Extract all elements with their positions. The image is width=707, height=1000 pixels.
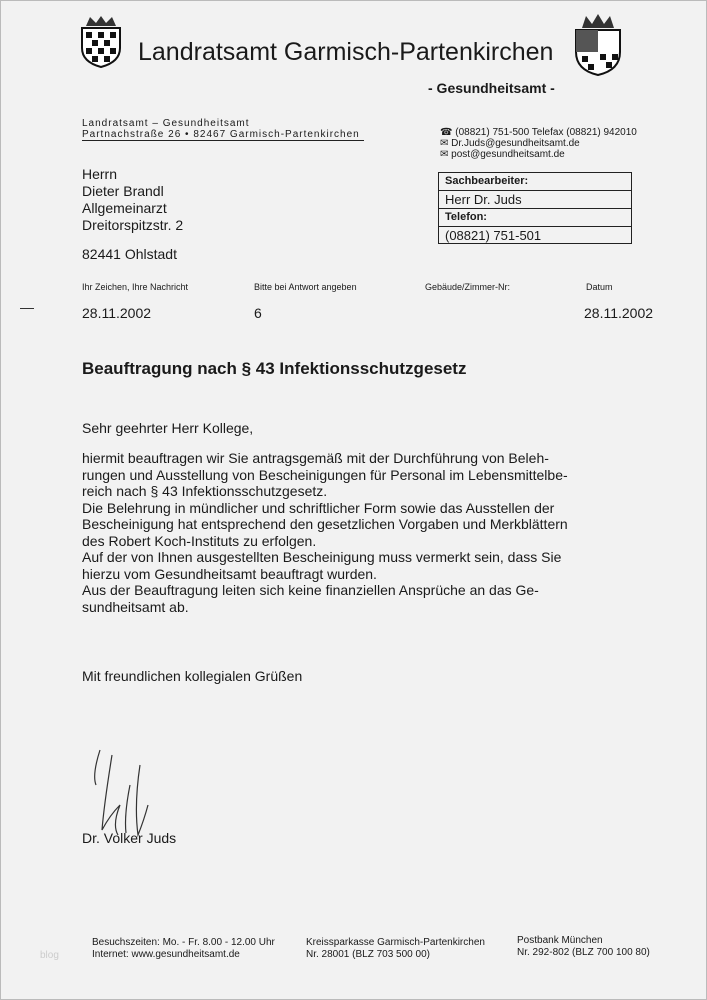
sender-line-2: Partnachstraße 26 • 82467 Garmisch-Partenkirchen	[82, 129, 364, 141]
clerk-box	[438, 172, 632, 244]
footer-bank-2	[517, 935, 650, 959]
clerk-value: Herr Dr. Juds	[439, 191, 631, 209]
bank-account: Nr. 292-802 (BLZ 700 100 80)	[517, 947, 650, 958]
signatory-name: Dr. Volker Juds	[82, 830, 177, 846]
bank-name: Kreissparkasse Garmisch-Partenkirchen	[306, 937, 485, 948]
body-line: sundheitsamt ab.	[82, 598, 189, 615]
recipient-city: 82441 Ohlstadt	[82, 246, 177, 262]
authority-title: Landratsamt Garmisch-Partenkirchen	[138, 38, 554, 66]
watermark: blog	[40, 950, 59, 961]
phone-label: Telefon:	[439, 209, 631, 227]
ref-value-our-ref: 6	[254, 305, 262, 321]
website[interactable]: Internet: www.gesundheitsamt.de	[92, 949, 240, 960]
ref-label-our-ref: Bitte bei Antwort angeben	[254, 282, 357, 292]
footer-hours-block	[92, 937, 275, 961]
body-line: Aus der Beauftragung leiten sich keine finanziellen Ansprüche an das Ge-	[82, 582, 539, 598]
body-line: hiermit beauftragen wir Sie antragsgemäß mit der Durchführung von Beleh-	[82, 450, 549, 466]
recipient-line: Dieter Brandl	[82, 183, 164, 199]
body-line: Auf der von Ihnen ausgestellten Bescheinigung muss vermerkt sein, dass Sie	[82, 549, 562, 565]
mail-icon: ✉	[440, 138, 452, 149]
recipient-address	[82, 166, 183, 263]
clerk-label: Sachbearbeiter:	[439, 173, 631, 191]
district-coat-of-arms	[572, 12, 624, 76]
ref-label-date: Datum	[586, 282, 613, 292]
body-line: Bescheinigung hat entsprechend den gesetzlichen Vorgaben und Merkblättern	[82, 516, 568, 532]
ref-value-your-ref: 28.11.2002	[82, 305, 152, 321]
body-line: des Robert Koch-Instituts zu erfolgen.	[82, 532, 317, 549]
mail-icon: ✉	[440, 149, 452, 160]
recipient-line: Allgemeinarzt	[82, 200, 167, 216]
body-line: rungen und Ausstellung von Bescheinigungen für Personal im Lebensmittelbe-	[82, 466, 568, 483]
footer-bank-1	[306, 937, 485, 961]
ref-value-date: 28.11.2002	[584, 305, 654, 321]
subject-heading: Beauftragung nach § 43 Infektionsschutzgesetz	[82, 359, 467, 378]
phone-icon: ☎	[440, 127, 456, 138]
office-hours: Besuchszeiten: Mo. - Fr. 8.00 - 12.00 Uhr	[92, 937, 275, 948]
bank-account: Nr. 28001 (BLZ 703 500 00)	[306, 949, 430, 960]
phone-value: (08821) 751-501	[445, 228, 542, 243]
sender-line-1: Landratsamt – Gesundheitsamt	[82, 118, 250, 129]
email-line-1[interactable]: ✉ Dr.Juds@gesundheitsamt.de	[440, 138, 580, 149]
phone-line: ☎ (08821) 751-500 Telefax (08821) 942010	[440, 127, 637, 138]
body-line: reich nach § 43 Infektionsschutzgesetz.	[82, 483, 328, 499]
email-line-2[interactable]: ✉ post@gesundheitsamt.de	[440, 149, 565, 160]
department-name: - Gesundheitsamt -	[428, 80, 555, 96]
body-line: Die Belehrung in mündlicher und schriftlicher Form sowie das Ausstellen der	[82, 499, 555, 516]
closing: Mit freundlichen kollegialen Grüßen	[82, 668, 303, 684]
recipient-line: Dreitorspitzstr. 2	[82, 217, 184, 233]
bavarian-crest-logo	[78, 14, 124, 68]
salutation: Sehr geehrter Herr Kollege,	[82, 420, 254, 436]
recipient-line: Herrn	[82, 166, 118, 182]
ref-label-room: Gebäude/Zimmer-Nr:	[425, 282, 511, 292]
letter-body	[82, 450, 662, 615]
fold-mark	[20, 308, 34, 309]
ref-label-your-ref: Ihr Zeichen, Ihre Nachricht	[82, 282, 189, 292]
body-line: hierzu vom Gesundheitsamt beauftragt wurden.	[82, 565, 377, 582]
bank-name: Postbank München	[517, 935, 603, 946]
